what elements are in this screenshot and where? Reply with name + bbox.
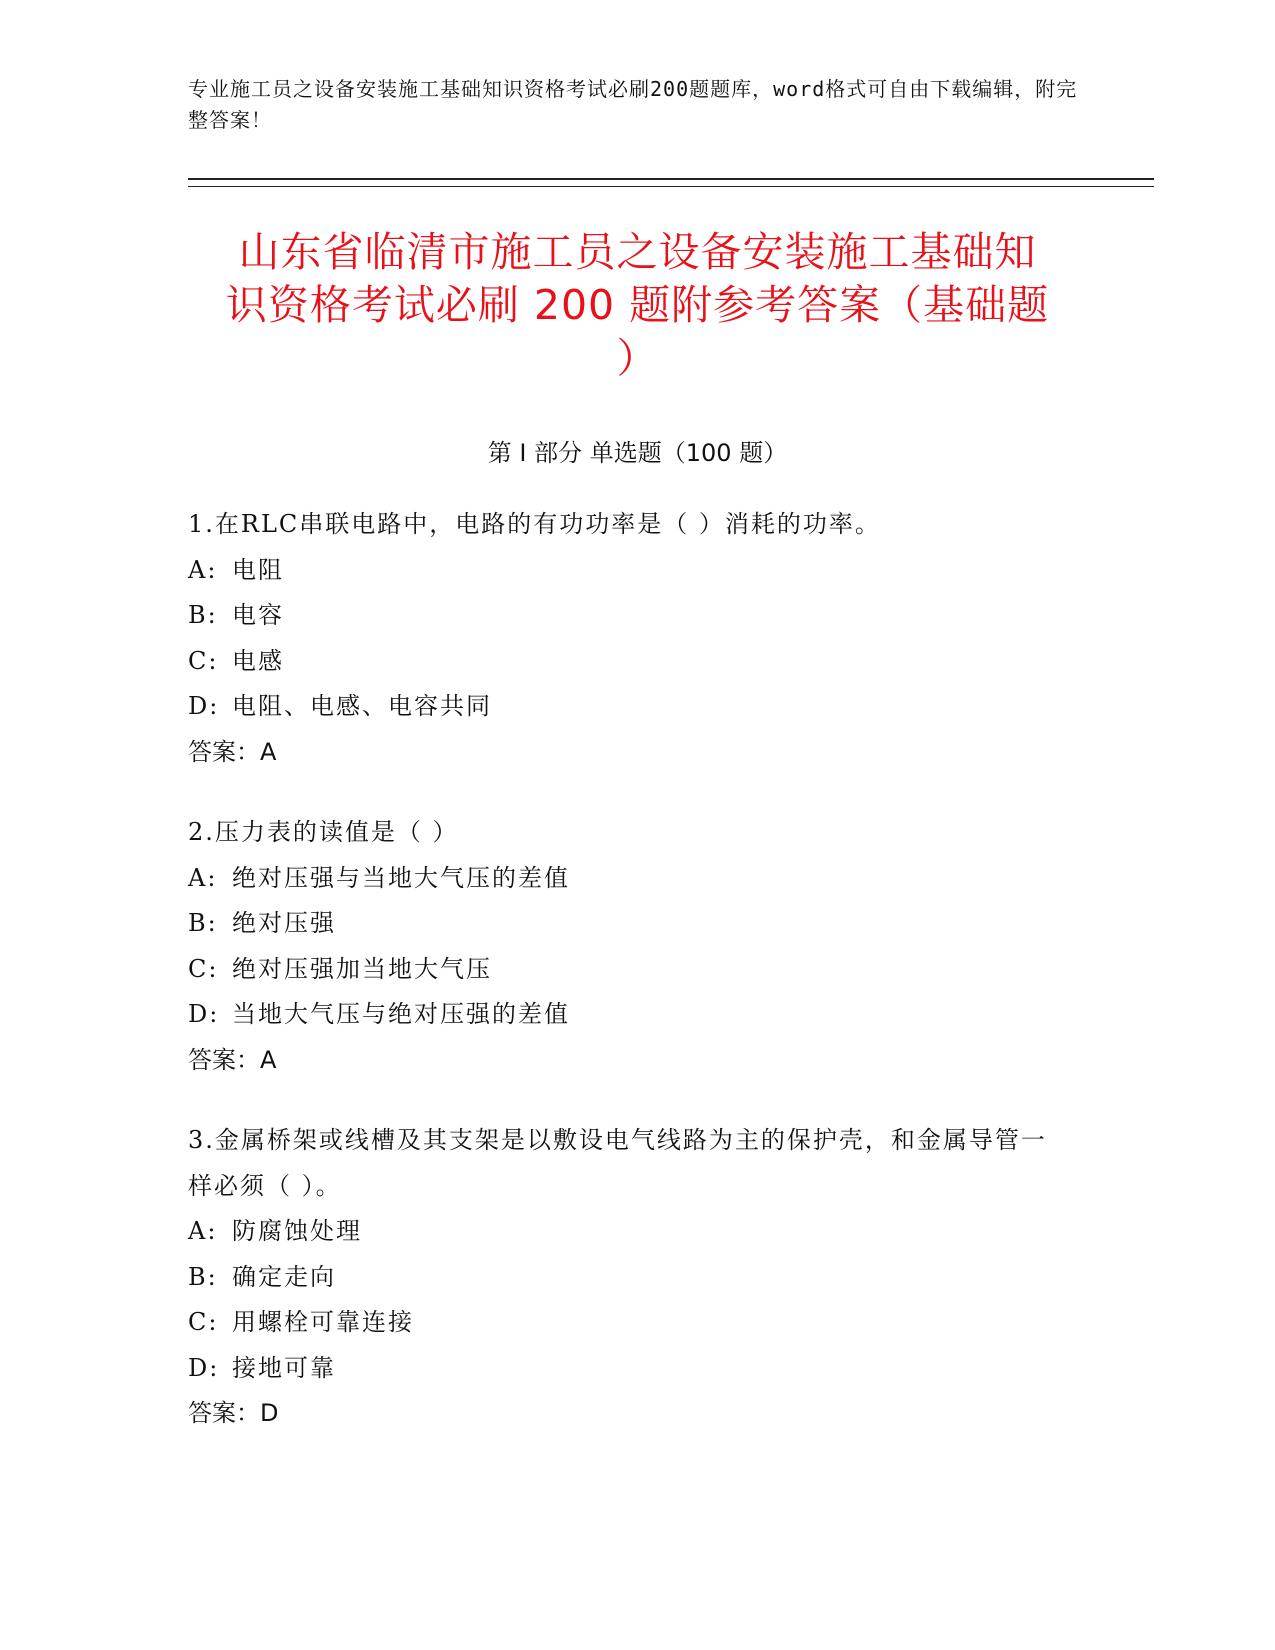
option-b [188, 1255, 1048, 1301]
option-b [188, 593, 1088, 639]
option-key: C: [188, 646, 219, 675]
document-title-line-3: ） [616, 334, 659, 382]
document-title-line-1: 山东省临清市施工员之设备安装施工基础知 [238, 228, 1037, 276]
document-title-line-2: 识资格考试必刷 200 题附参考答案（基础题 [225, 281, 1050, 329]
option-text: 当地大气压与绝对压强的差值 [232, 1000, 570, 1028]
document-title [150, 226, 1125, 385]
option-c [188, 639, 1088, 685]
option-a [188, 1209, 1048, 1255]
option-text: 电容 [232, 601, 284, 629]
option-key: C: [188, 954, 219, 983]
option-b [188, 901, 1088, 947]
option-text: 用螺栓可靠连接 [232, 1308, 414, 1336]
option-text: 接地可靠 [232, 1353, 336, 1382]
option-a [188, 548, 1088, 594]
option-key: B: [188, 909, 218, 937]
option-key: A: [188, 1217, 218, 1245]
option-key: B: [188, 1262, 218, 1291]
header-divider-thin [188, 186, 1154, 187]
question-2 [188, 810, 1088, 1083]
option-d [188, 684, 1088, 730]
option-d [188, 1346, 1048, 1392]
option-key: C: [188, 1308, 219, 1336]
option-c [188, 947, 1088, 993]
option-text: 电阻、电感、电容共同 [232, 692, 492, 720]
option-text: 确定走向 [232, 1262, 336, 1291]
option-key: B: [188, 601, 218, 629]
header-divider-thick [188, 178, 1154, 180]
option-key: D: [188, 692, 220, 720]
answer: 答案：A [188, 1045, 277, 1074]
option-text: 电感 [232, 646, 284, 675]
question-3 [188, 1118, 1048, 1437]
option-d [188, 992, 1088, 1038]
section-title: 第 I 部分 单选题（100 题） [487, 439, 788, 467]
option-text: 防腐蚀处理 [232, 1217, 362, 1245]
option-key: A: [188, 863, 218, 892]
option-c [188, 1300, 1048, 1346]
option-key: A: [188, 555, 218, 584]
question-text: 3.金属桥架或线槽及其支架是以敷设电气线路为主的保护壳，和金属导管一样必须（ ）。 [188, 1126, 1047, 1200]
option-text: 绝对压强 [232, 909, 336, 937]
question-text: 2.压力表的读值是（ ） [188, 818, 459, 846]
question-text: 1.在RLC串联电路中，电路的有功功率是（ ）消耗的功率。 [188, 510, 881, 538]
option-text: 绝对压强与当地大气压的差值 [232, 863, 570, 892]
header-note: 专业施工员之设备安装施工基础知识资格考试必刷200题题库，word格式可自由下载编辑，附完整答案！ [188, 77, 1078, 132]
question-1 [188, 502, 1088, 775]
option-key: D: [188, 1000, 220, 1028]
answer: 答案：D [188, 1399, 279, 1427]
option-text: 绝对压强加当地大气压 [232, 954, 492, 983]
option-key: D: [188, 1353, 220, 1382]
answer: 答案：A [188, 737, 277, 766]
option-text: 电阻 [232, 555, 284, 584]
option-a [188, 856, 1088, 902]
